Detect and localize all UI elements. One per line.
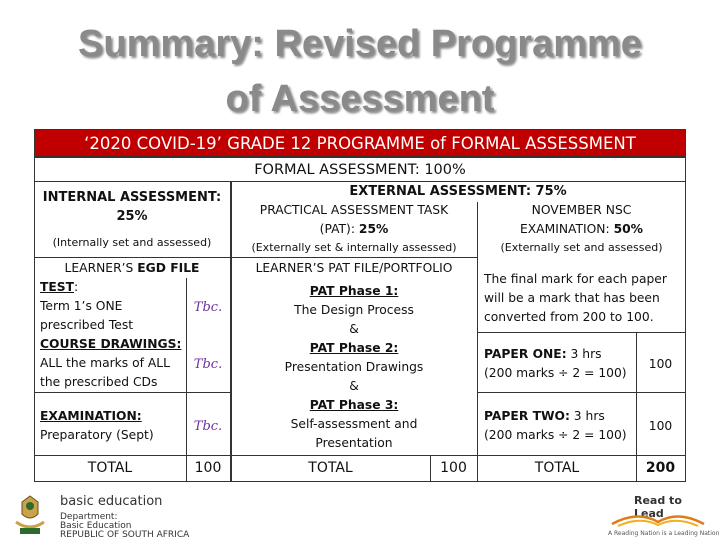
pat-title-2: (PAT): <box>319 222 359 236</box>
test-label: TEST <box>40 280 75 294</box>
nsc-total-value: 200 <box>645 460 676 476</box>
pat-amp-2: & <box>349 379 359 393</box>
paper-one-label: PAPER ONE: <box>484 347 567 361</box>
course-desc-2: the prescribed CDs <box>40 375 158 389</box>
internal-heading-text: INTERNAL ASSESSMENT: <box>42 190 222 205</box>
external-total-line <box>230 455 686 456</box>
nsc-note: The final mark for each paper will be a mark that has been converted from 200 to 100. <box>484 272 667 324</box>
basic-education-logo <box>8 492 228 538</box>
pat-phase-1-desc: The Design Process <box>294 303 414 317</box>
examination-block <box>40 407 185 445</box>
nsc-title-1: NOVEMBER NSC <box>531 203 632 217</box>
egd-prefix: LEARNER’S <box>64 261 138 275</box>
internal-total-value: 100 <box>194 460 222 476</box>
pat-phase-1: PAT Phase 1: <box>309 284 399 298</box>
paper-one-block <box>484 345 636 383</box>
egd-file-bold: EGD FILE <box>137 261 200 275</box>
border-left <box>34 182 35 482</box>
paper-two-block <box>484 407 636 445</box>
internal-line-3 <box>34 455 230 456</box>
pat-title-1: PRACTICAL ASSESSMENT TASK <box>259 203 449 217</box>
test-colon: : <box>74 280 79 294</box>
examination-tbc: Tbc. <box>193 419 223 434</box>
slide-title-line2: of Assessment <box>225 78 495 120</box>
slide-title-line1: Summary: Revised Programme <box>78 23 642 65</box>
pat-phase-3-desc-1: Self-assessment and <box>290 417 418 431</box>
pat-total-label: TOTAL <box>308 460 353 476</box>
internal-percentage: 25% <box>116 209 148 224</box>
paper-two-value: 100 <box>648 419 673 433</box>
border-bottom <box>34 481 686 482</box>
internal-total-label: TOTAL <box>87 460 133 476</box>
test-tbc: Tbc. <box>193 300 223 315</box>
internal-line-2 <box>34 392 230 393</box>
basic-education-brand: basic education <box>60 494 163 509</box>
open-book-icon <box>608 508 708 528</box>
nsc-line-2 <box>477 392 686 393</box>
egd-file-label <box>34 259 230 278</box>
paper-one-value: 100 <box>648 357 673 371</box>
paper-two-label: PAPER TWO: <box>484 409 570 423</box>
course-drawings-label: COURSE DRAWINGS: <box>40 337 182 351</box>
examination-label: EXAMINATION: <box>40 409 142 423</box>
pat-subtitle: (Externally set & internally assessed) <box>251 241 457 254</box>
course-tbc: Tbc. <box>193 357 223 372</box>
pat-percentage: 25% <box>358 222 389 236</box>
nsc-total-label: TOTAL <box>534 460 580 476</box>
pat-phase-3-desc-2: Presentation <box>315 436 393 450</box>
assessment-table <box>34 182 686 482</box>
course-drawings-block <box>40 335 185 392</box>
pat-phase-3: PAT Phase 3: <box>309 398 399 412</box>
paper-two-calc: (200 marks ÷ 2 = 100) <box>484 428 627 442</box>
nsc-title <box>478 201 685 239</box>
pat-amp-1: & <box>349 322 359 336</box>
pat-phase-2: PAT Phase 2: <box>309 341 399 355</box>
footer-basic-education: Basic Education <box>60 521 132 531</box>
pat-phase-2-desc: Presentation Drawings <box>284 360 424 374</box>
internal-line-1 <box>34 257 230 258</box>
pat-line-1 <box>230 257 477 258</box>
internal-subtitle: (Internally set and assessed) <box>52 236 212 249</box>
test-block <box>40 278 185 335</box>
nsc-subtitle: (Externally set and assessed) <box>500 241 663 254</box>
test-desc-2: prescribed Test <box>40 318 134 332</box>
footer-republic: REPUBLIC OF SOUTH AFRICA <box>60 530 190 540</box>
paper-one-hours: 3 hrs <box>566 347 602 361</box>
footer-dept: Department: <box>60 512 118 522</box>
paper-two-hours: 3 hrs <box>569 409 605 423</box>
pat-title <box>231 201 477 239</box>
course-desc-1: ALL the marks of ALL <box>40 356 170 370</box>
paper-one-calc: (200 marks ÷ 2 = 100) <box>484 366 627 380</box>
programme-banner: ‘2020 COVID-19’ GRADE 12 PROGRAMME of FORMAL ASSESSMENT <box>34 129 686 157</box>
read-to-lead-logo <box>604 492 720 538</box>
pat-phases <box>231 282 477 453</box>
test-desc-1: Term 1’s ONE <box>40 299 123 313</box>
examination-desc: Preparatory (Sept) <box>40 428 154 442</box>
formal-assessment-header: FORMAL ASSESSMENT: 100% <box>34 157 686 182</box>
external-heading: EXTERNAL ASSESSMENT: 75% <box>349 184 567 199</box>
read-to-lead-tagline: A Reading Nation is a Leading Nation <box>608 530 720 537</box>
internal-heading <box>34 188 230 226</box>
read-to-lead-brand: Read to Lead <box>634 494 682 520</box>
nsc-percentage: 50% <box>613 222 643 236</box>
nsc-title-2: EXAMINATION: <box>519 222 614 236</box>
pat-file-label: LEARNER’S PAT FILE/PORTFOLIO <box>255 261 453 275</box>
nsc-line-1 <box>477 332 686 333</box>
pat-total-value: 100 <box>440 460 467 476</box>
coat-of-arms-icon <box>8 492 52 538</box>
